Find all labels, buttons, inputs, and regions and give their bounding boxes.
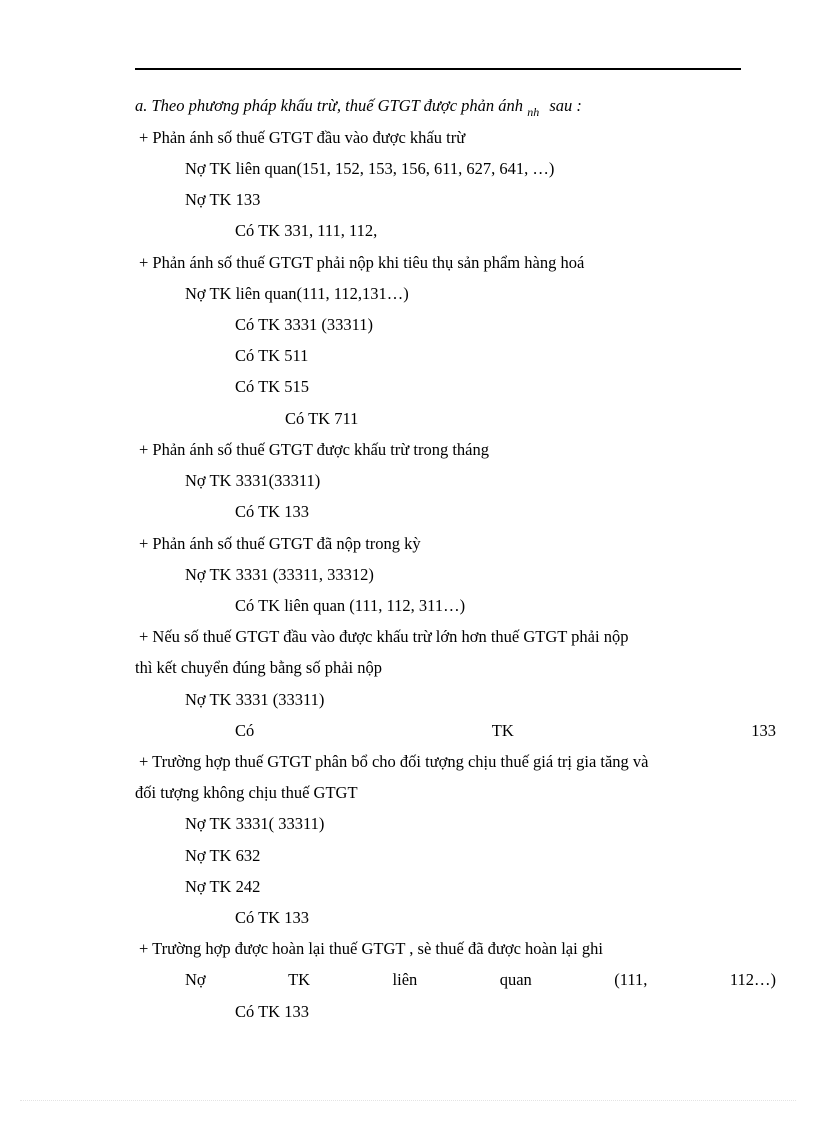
bullet-line: + Phản ánh số thuế GTGT được khấu trừ trong tháng bbox=[139, 440, 489, 459]
entry-debit: Nợ TK liên quan(151, 152, 153, 156, 611, 627, 641, …) bbox=[185, 159, 555, 178]
entry-debit: Nợ TK 3331(33311) bbox=[185, 471, 321, 490]
entry-debit: Nợ TK 133 bbox=[185, 190, 261, 209]
entry-credit: Có TK 331, 111, 112, bbox=[235, 221, 378, 240]
continuation-line: đối tượng không chịu thuế GTGT bbox=[135, 783, 358, 802]
heading-subscript: nh bbox=[527, 105, 540, 119]
justified-word: 112…) bbox=[729, 970, 776, 989]
continuation-line: thì kết chuyển đúng bằng số phải nộp bbox=[135, 658, 383, 677]
justified-word: Có bbox=[235, 721, 255, 740]
entry-credit: Có TK 515 bbox=[235, 377, 309, 396]
entry-debit: Nợ TK 3331( 33311) bbox=[185, 814, 325, 833]
entry-credit: Có TK liên quan (111, 112, 311…) bbox=[235, 596, 466, 615]
justified-word: TK bbox=[288, 970, 311, 989]
bullet-line: + Nếu số thuế GTGT đầu vào được khấu trừ lớn hơn thuế GTGT phải nộp bbox=[139, 627, 629, 646]
bullet-line: + Phản ánh số thuế GTGT đã nộp trong kỳ bbox=[139, 534, 421, 553]
entry-credit: Có TK 511 bbox=[235, 346, 309, 365]
entry-credit: Có TK 133 bbox=[235, 1002, 309, 1021]
heading-tail: sau : bbox=[549, 96, 582, 115]
entry-credit: Có TK 133 bbox=[235, 908, 309, 927]
justified-credit-line bbox=[235, 721, 776, 741]
bullet-line: + Phản ánh số thuế GTGT phải nộp khi tiêu thụ sản phẩm hàng hoá bbox=[139, 253, 585, 272]
justified-word: liên bbox=[392, 970, 418, 989]
footer-divider bbox=[20, 1100, 796, 1101]
bullet-line: + Phản ánh số thuế GTGT đầu vào được khấu trừ bbox=[139, 128, 466, 147]
entry-debit: Nợ TK 242 bbox=[185, 877, 261, 896]
bullet-line: + Trường hợp thuế GTGT phân bổ cho đối tượng chịu thuế giá trị gia tăng và bbox=[139, 752, 649, 771]
bullet-line: + Trường hợp được hoàn lại thuế GTGT , sè thuế đã được hoàn lại ghi bbox=[139, 939, 603, 958]
justified-word: (111, bbox=[614, 970, 648, 989]
header-rule bbox=[135, 68, 741, 70]
section-heading bbox=[135, 96, 582, 117]
justified-word: Nợ bbox=[185, 970, 206, 989]
entry-credit: Có TK 133 bbox=[235, 502, 309, 521]
justified-debit-line bbox=[185, 970, 776, 990]
entry-credit: Có TK 3331 (33311) bbox=[235, 315, 373, 334]
justified-word: TK bbox=[491, 721, 514, 740]
entry-debit: Nợ TK 3331 (33311) bbox=[185, 690, 325, 709]
entry-credit: Có TK 711 bbox=[285, 409, 359, 428]
justified-word: 133 bbox=[751, 721, 776, 740]
entry-debit: Nợ TK 3331 (33311, 33312) bbox=[185, 565, 374, 584]
justified-word: quan bbox=[499, 970, 532, 989]
entry-debit: Nợ TK liên quan(111, 112,131…) bbox=[185, 284, 409, 303]
heading-main: a. Theo phương pháp khấu trừ, thuế GTGT được phản ánh bbox=[135, 96, 524, 115]
entry-debit: Nợ TK 632 bbox=[185, 846, 261, 865]
